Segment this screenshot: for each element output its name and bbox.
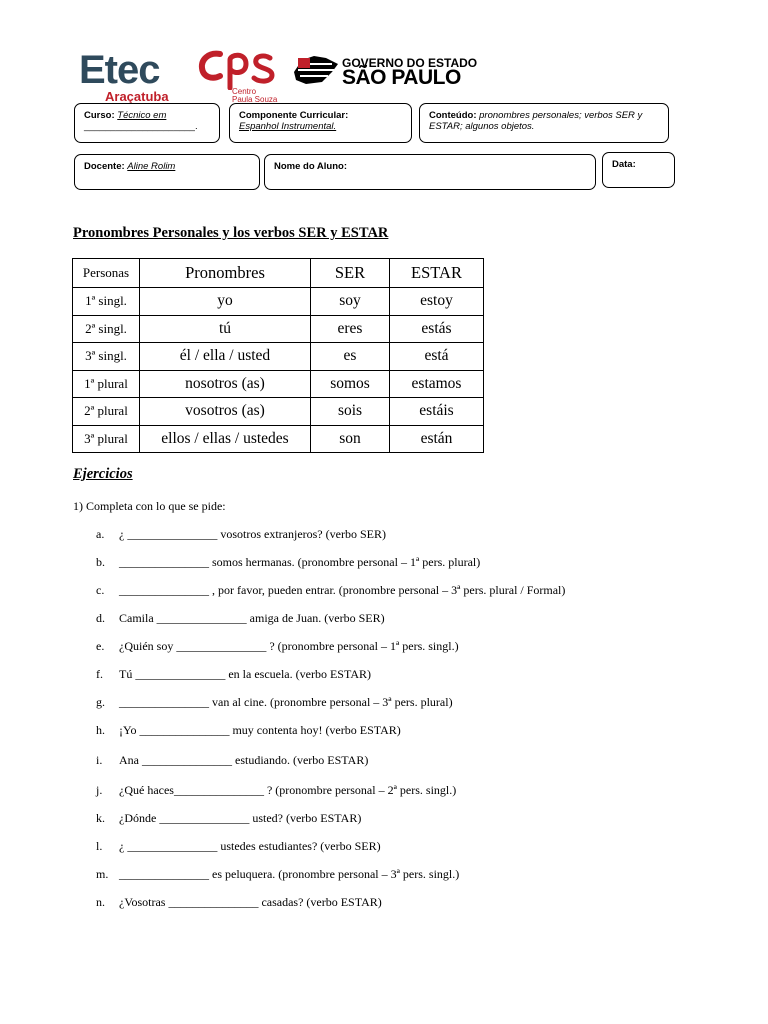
exercise-letter: i. [96,753,103,767]
table-cell: él / ella / usted [140,343,311,371]
table-cell: está [390,343,484,371]
exercise-letter: c. [96,583,105,597]
exercise-letter: d. [96,611,105,625]
exercise-text: Camila _______________ amiga de Juan. (verbo SER) [119,611,385,625]
pronouns-table [72,258,484,453]
table-cell: estoy [390,288,484,316]
sao-paulo-map-icon [292,52,340,88]
docente-box [74,154,260,190]
exercise-letter: n. [96,895,105,909]
docente-value: Aline Rolim [127,161,176,172]
curso-blank: _____________________. [84,121,198,132]
exercise-letter: a. [96,527,105,541]
table-cell: nosotros (as) [140,370,311,398]
table-cell: yo [140,288,311,316]
table-header-cell: ESTAR [390,259,484,288]
table-header-cell: Personas [73,259,140,288]
table-cell: están [390,425,484,453]
curso-label: Curso: [84,110,115,121]
table-cell: 1ª plural [73,370,140,398]
table-row [73,288,484,316]
curso-value: Técnico em [117,110,167,121]
exercise-text: ¿ _______________ vosotros extranjeros? (verbo SER) [119,527,386,541]
table-cell: ellos / ellas / ustedes [140,425,311,453]
cps-logo [198,48,278,103]
exercise-letter: f. [96,667,103,681]
exercises-heading: Ejercicios [73,466,133,482]
table-cell: son [311,425,390,453]
table-cell: estamos [390,370,484,398]
table-cell: estáis [390,398,484,426]
docente-label: Docente: [84,161,125,172]
exercise-text: _______________ van al cine. (pronombre personal – 3ª pers. plural) [119,695,453,709]
table-cell: somos [311,370,390,398]
cps-logo-mark [198,48,278,90]
aluno-box[interactable] [264,154,596,190]
exercise-text: ¿Dónde _______________ usted? (verbo ESTAR) [119,811,362,825]
exercise-letter: l. [96,839,103,853]
table-cell: 3ª plural [73,425,140,453]
data-label: Data: [612,159,636,170]
data-box[interactable] [602,152,675,188]
table-cell: es [311,343,390,371]
exercise-text: ¿Qué haces_______________ ? (pronombre personal – 2ª pers. singl.) [119,783,457,797]
exercise-text: Ana _______________ estudiando. (verbo ESTAR) [119,753,369,767]
exercise-letter: b. [96,555,105,569]
table-cell: 2ª singl. [73,315,140,343]
table-cell: tú [140,315,311,343]
table-row [73,398,484,426]
gov-logo-line1: GOVERNO DO ESTADO [342,56,478,70]
exercise-text: _______________ somos hermanas. (pronombre personal – 1ª pers. plural) [119,555,481,569]
table-cell: soy [311,288,390,316]
table-row [73,315,484,343]
exercise-letter: j. [96,783,103,797]
exercise-letter: g. [96,695,105,709]
etec-logo-word: Etec [79,48,160,92]
table-header-cell: SER [311,259,390,288]
page-title: Pronombres Personales y los verbos SER y ESTAR [73,225,389,241]
table-row [73,425,484,453]
exercise-text: Tú _______________ en la escuela. (verbo ESTAR) [119,667,371,681]
table-cell: 3ª singl. [73,343,140,371]
componente-value: Espanhol Instrumental. [239,121,337,132]
table-header-cell: Pronombres [140,259,311,288]
exercise-text: _______________ , por favor, pueden entrar. (pronombre personal – 3ª pers. plural / Formal) [119,583,566,597]
table-row [73,343,484,371]
exercise-letter: h. [96,723,105,737]
exercise-letter: k. [96,811,105,825]
exercise-letter: e. [96,639,105,653]
conteudo-value: pronombres personales; verbos SER y ESTAR; algunos objetos. [429,110,643,132]
table-cell: sois [311,398,390,426]
table-cell: 1ª singl. [73,288,140,316]
table-cell: vosotros (as) [140,398,311,426]
aluno-label: Nome do Aluno: [274,161,347,172]
table-cell: eres [311,315,390,343]
table-cell: 2ª plural [73,398,140,426]
exercise-text: ¡Yo _______________ muy contenta hoy! (verbo ESTAR) [119,723,401,737]
curso-box [74,103,220,143]
sao-paulo-government-logo [292,52,478,92]
cps-logo-subtitle: Centro Paula Souza [232,87,278,104]
exercise-text: ¿Vosotras _______________ casadas? (verbo ESTAR) [119,895,382,909]
gov-logo-line2: SÃO PAULO [342,66,461,89]
etec-logo [79,50,169,104]
exercise-text: ¿ _______________ ustedes estudiantes? (verbo SER) [119,839,381,853]
exercise-text: _______________ es peluquera. (pronombre personal – 3ª pers. singl.) [119,867,460,881]
exercise-text: ¿Quién soy _______________ ? (pronombre personal – 1ª pers. singl.) [119,639,459,653]
componente-label: Componente Curricular: [239,110,349,121]
table-header-row [73,259,484,288]
exercises-instruction: 1) Completa con lo que se pide: [73,499,226,513]
componente-box [229,103,412,143]
table-cell: estás [390,315,484,343]
table-row [73,370,484,398]
conteudo-label: Conteúdo: [429,110,477,121]
etec-logo-city: Araçatuba [105,89,169,104]
conteudo-box [419,103,669,143]
exercise-letter: m. [96,867,109,881]
